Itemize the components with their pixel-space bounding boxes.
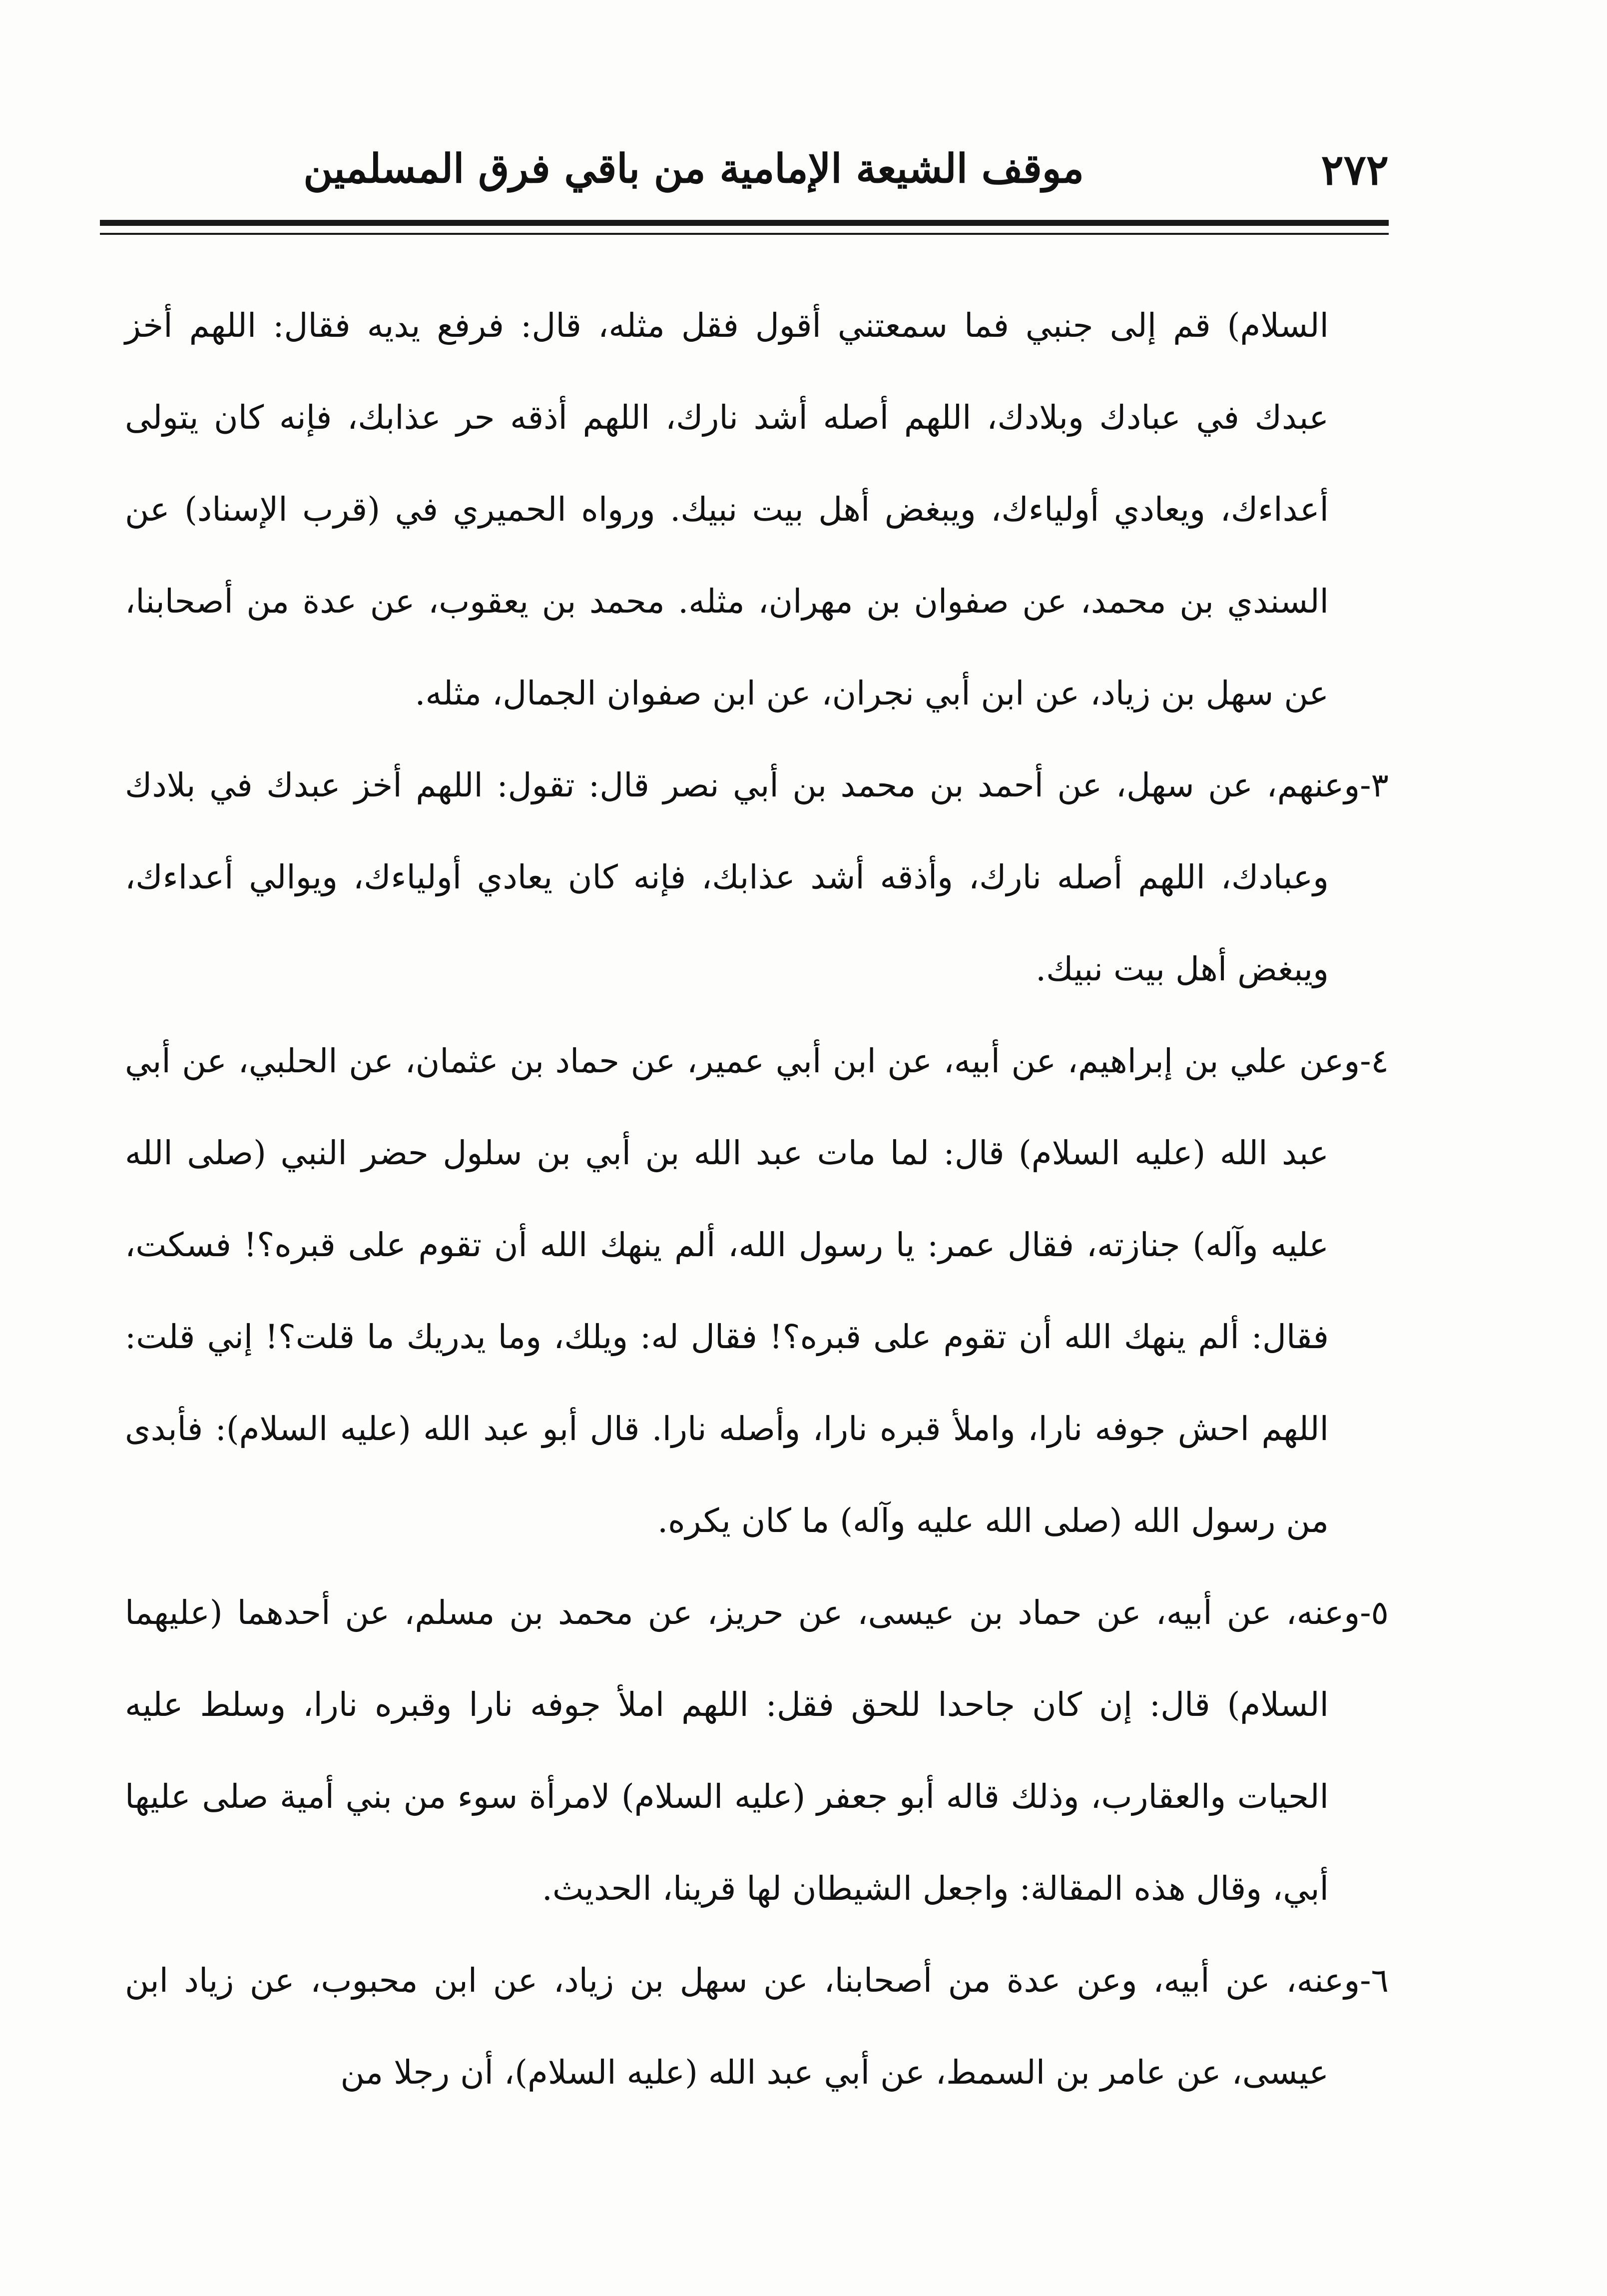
paragraph-intro: السلام) قم إلى جنبي فما سمعتني أقول فقل مثله، قال: فرفع يديه فقال: اللهم أخز عبدك في عبادك وبلادك، اللهم أصله أشد نارك، اللهم أذقه حر عذابك، فإنه كان يتولى أعداءك، ويعادي أولياءك، ويبغض أهل بيت نبيك. ورواه الحميري في (قرب الإسناد) عن السندي بن محمد، عن صفوان بن مهران، مثله. محمد بن يعقوب، عن عدة من أصحابنا، عن سهل بن زياد، عن ابن أبي نجران، عن ابن صفوان الجمال، مثله. bbox=[125, 306, 1329, 713]
running-title: موقف الشيعة الإمامية من باقي فرق المسلمين bbox=[303, 145, 1084, 192]
paragraph-item-5: ٥-وعنه، عن أبيه، عن حماد بن عيسى، عن حريز، عن محمد بن مسلم، عن أحدهما (عليهما السلام) قال: إن كان جاحدا للحق فقل: اللهم املأ جوفه نارا وقبره نارا، وسلط عليه الحيات والعقارب، وذلك قاله أبو جعفر (عليه السلام) لامرأة سوء من بني أمية صلى عليها أبي، وقال هذه المقالة: واجعل الشيطان لها قرينا، الحديث. bbox=[125, 1593, 1389, 1908]
body-text bbox=[125, 280, 1389, 2119]
header-rule-thick bbox=[100, 220, 1389, 226]
header-rule-thin bbox=[100, 233, 1389, 235]
paragraph-item-3: ٣-وعنهم، عن سهل، عن أحمد بن محمد بن أبي نصر قال: تقول: اللهم أخز عبدك في بلادك وعبادك، اللهم أصله نارك، وأذقه أشد عذابك، فإنه كان يعادي أولياءك، ويوالي أعداءك، ويبغض أهل بيت نبيك. bbox=[125, 766, 1389, 988]
page-number: ٢٧٢ bbox=[1321, 145, 1389, 194]
page-header bbox=[100, 135, 1389, 210]
paragraph-item-4: ٤-وعن علي بن إبراهيم، عن أبيه، عن ابن أبي عمير، عن حماد بن عثمان، عن الحلبي، عن أبي عبد الله (عليه السلام) قال: لما مات عبد الله بن أبي بن سلول حضر النبي (صلى الله عليه وآله) جنازته، فقال عمر: يا رسول الله، ألم ينهك الله أن تقوم على قبره؟! فسكت، فقال: ألم ينهك الله أن تقوم على قبره؟! فقال له: ويلك، وما يدريك ما قلت؟! إني قلت: اللهم احش جوفه نارا، واملأ قبره نارا، وأصله نارا. قال أبو عبد الله (عليه السلام): فأبدى من رسول الله (صلى الله عليه وآله) ما كان يكره. bbox=[125, 1042, 1389, 1540]
paragraph-item-6: ٦-وعنه، عن أبيه، وعن عدة من أصحابنا، عن سهل بن زياد، عن ابن محبوب، عن زياد ابن عيسى، عن عامر بن السمط، عن أبي عبد الله (عليه السلام)، أن رجلا من bbox=[125, 1961, 1389, 2092]
